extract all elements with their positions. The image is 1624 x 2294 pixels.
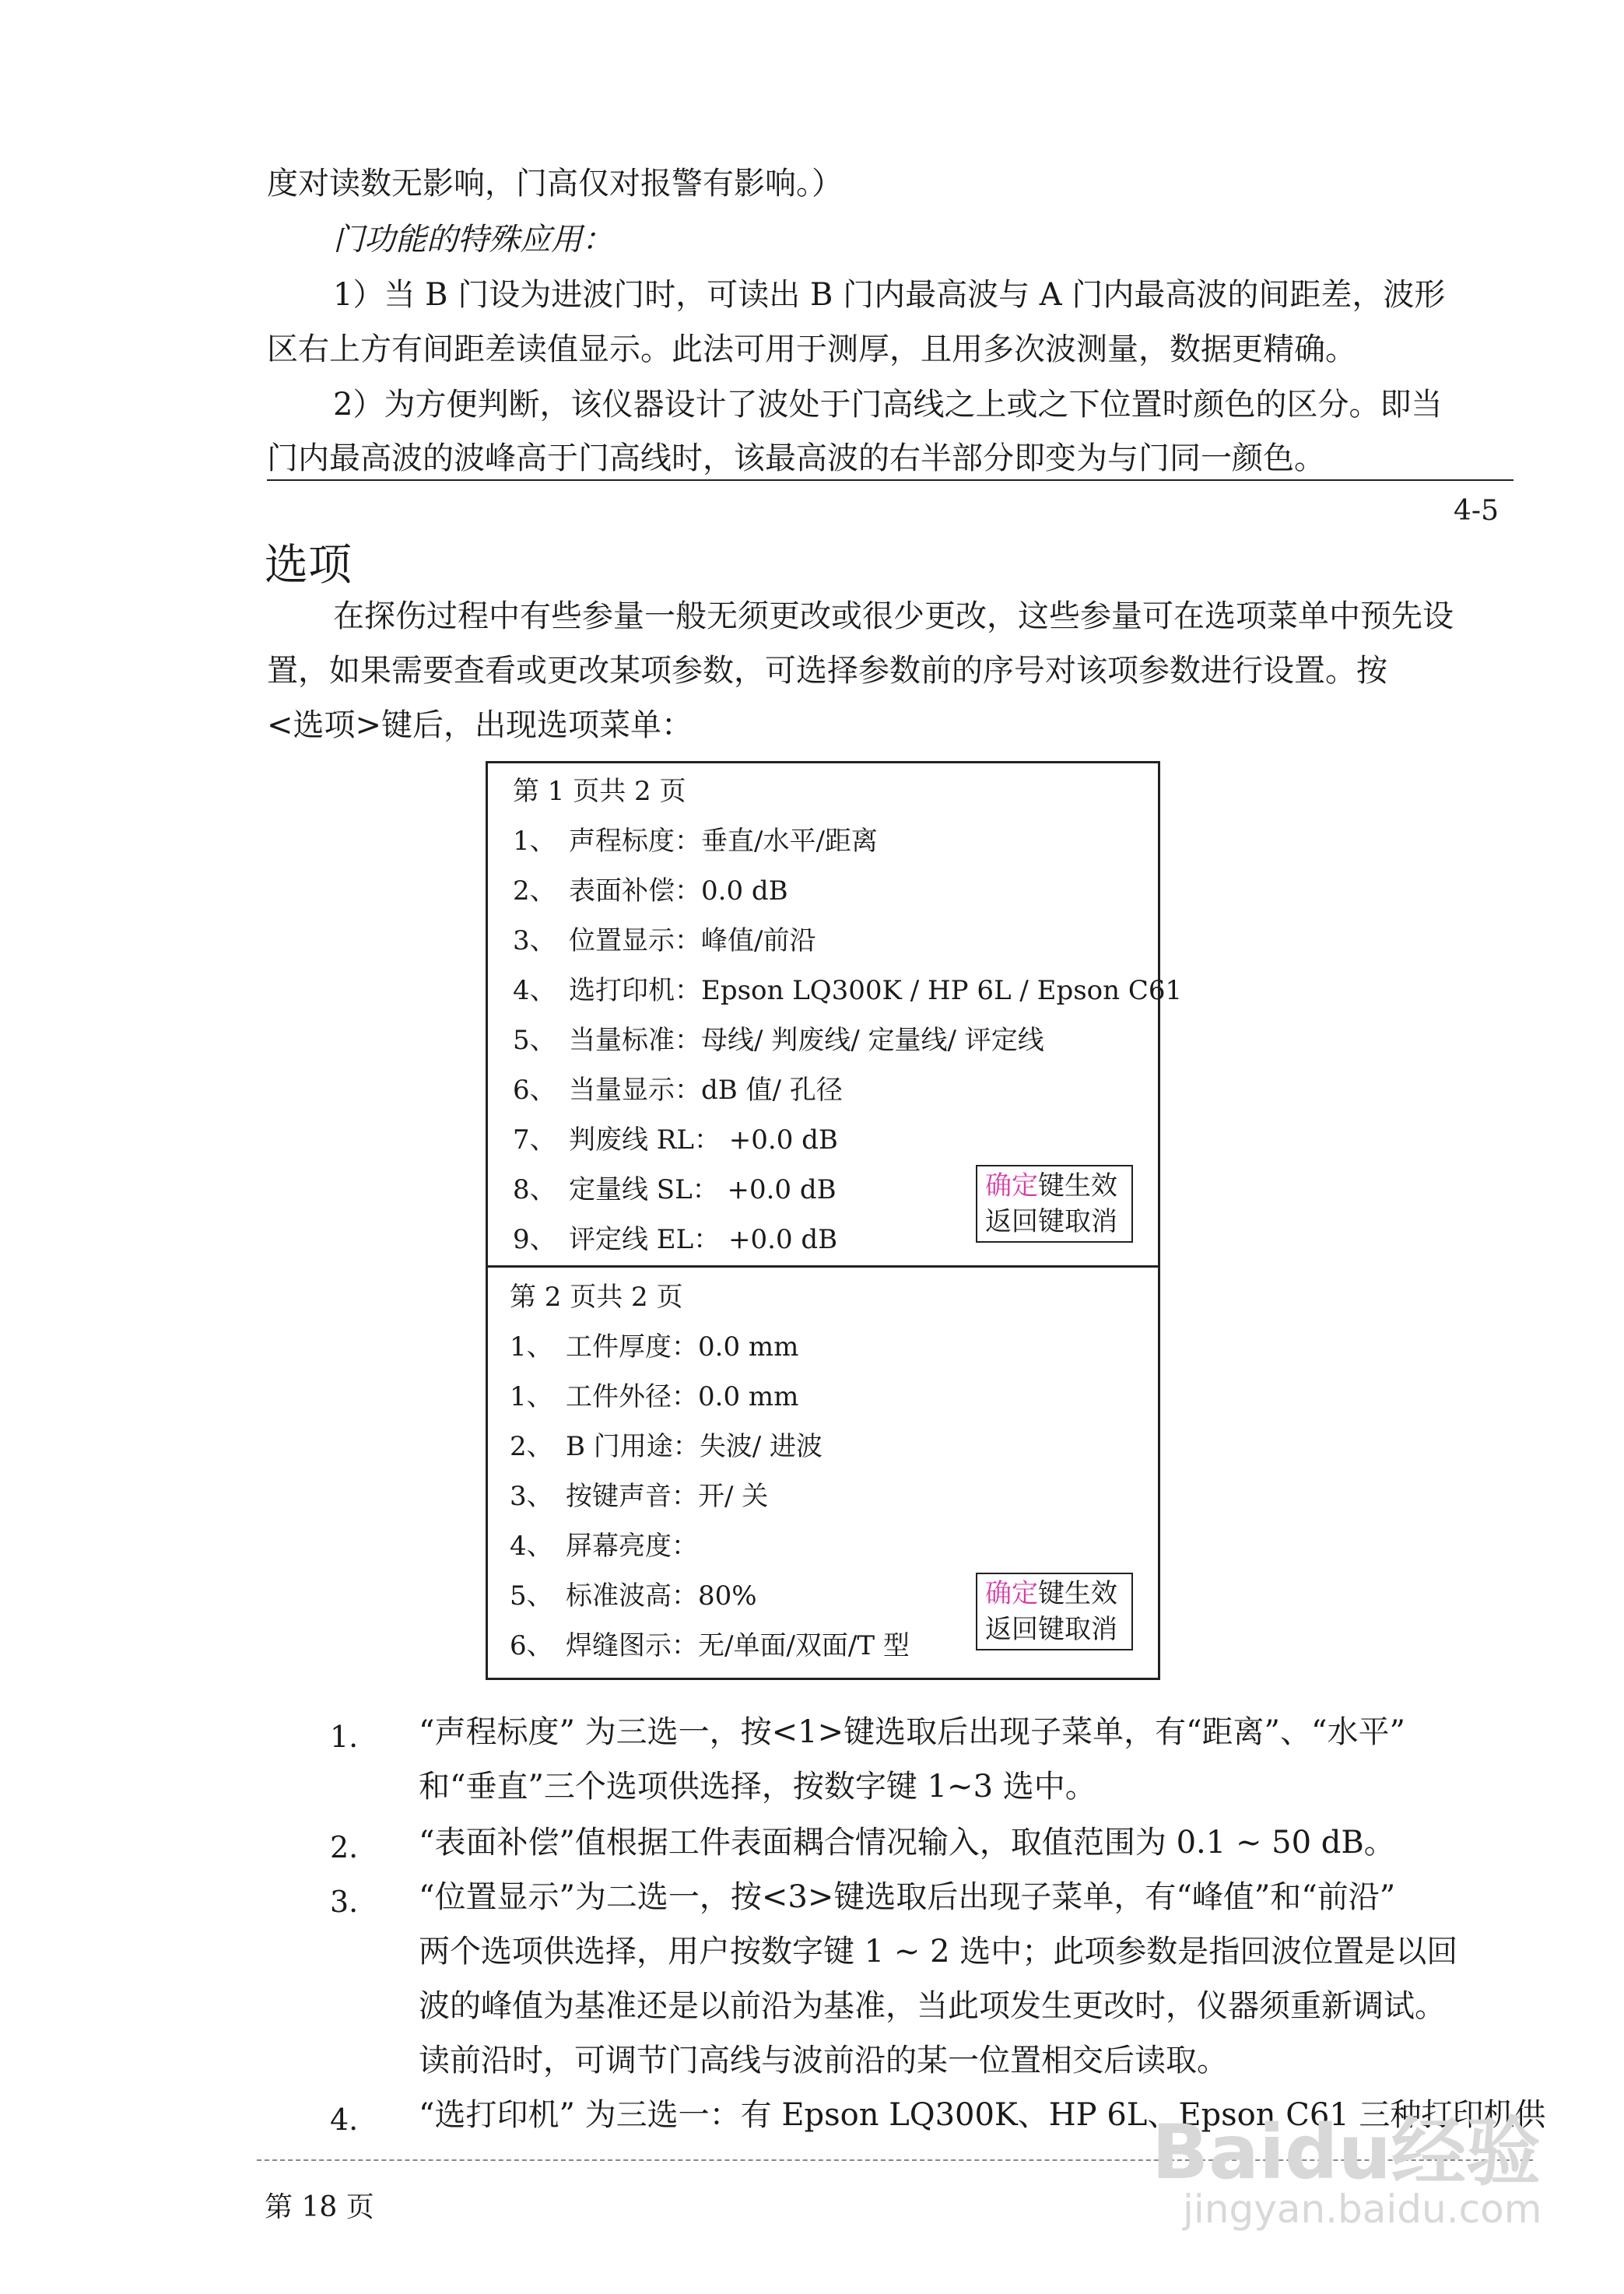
confirm-hint [985, 1576, 1124, 1612]
menu-item-number: 3、 [513, 925, 556, 956]
cancel-hint: 返回键取消 [985, 1206, 1117, 1237]
confirm-cancel-hint [976, 1165, 1133, 1243]
menu-item-number: 8、 [513, 1174, 556, 1205]
list-number: 4. [330, 2103, 359, 2137]
menu-item-text: 表面补偿：0.0 dB [569, 875, 788, 907]
menu-item-number: 4、 [510, 1531, 553, 1562]
list-text: “声程标度” 为三选一，按<1>键选取后出现子菜单，有“距离”、“水平” [419, 1714, 1405, 1750]
menu-item-number: 5、 [510, 1580, 553, 1612]
menu-page-title: 第 2 页共 2 页 [510, 1282, 683, 1313]
list-text: 两个选项供选择，用户按数字键 1 ~ 2 选中；此项参数是指回波位置是以回 [419, 1934, 1458, 1970]
list-number: 1. [330, 1720, 359, 1754]
options-menu-page-1 [486, 761, 1183, 1272]
menu-item-text: 位置显示：峰值/前沿 [569, 925, 816, 956]
confirm-cancel-hint [976, 1573, 1133, 1650]
page-number: 第 18 页 [265, 2191, 374, 2223]
menu-item-text: 屏幕亮度： [566, 1531, 698, 1562]
menu-item-number: 1、 [510, 1381, 553, 1412]
paragraph-line: 度对读数无影响，门高仅对报警有影响。） [267, 166, 843, 202]
paragraph-line: 区右上方有间距差读值显示。此法可用于测厚，且用多次波测量，数据更精确。 [267, 331, 1356, 367]
intro-line: 在探伤过程中有些参量一般无须更改或很少更改，这些参量可在选项菜单中预先设 [333, 598, 1454, 634]
paragraph-line: 门内最高波的波峰高于门高线时，该最高波的右半部分即变为与门同一颜色。 [267, 440, 1325, 476]
menu-item-text: 评定线 EL： +0.0 dB [569, 1224, 838, 1255]
list-text: “选打印机” 为三选一：有 Epson LQ300K、HP 6L、Epson C61 三种打印机供 [419, 2097, 1546, 2133]
list-text: 波的峰值为基准还是以前沿为基准，当此项发生更改时，仪器须重新调试。 [419, 1988, 1446, 2024]
confirm-hint-text: 键生效 [1038, 1170, 1117, 1201]
section-divider [267, 479, 1514, 481]
menu-item-number: 2、 [513, 875, 556, 907]
section-number: 4-5 [1454, 495, 1499, 527]
menu-item-number: 3、 [510, 1481, 553, 1512]
intro-line: 置，如果需要查看或更改某项参数，可选择参数前的序号对该项参数进行设置。按 [267, 653, 1387, 689]
options-menu-page-2 [486, 1265, 1160, 1680]
menu-item-number: 1、 [510, 1331, 553, 1363]
subsection-title: 门功能的特殊应用： [333, 222, 613, 258]
menu-item-text: 当量标准：母线/ 判废线/ 定量线/ 评定线 [569, 1025, 1044, 1056]
menu-item-number: 7、 [513, 1124, 556, 1156]
menu-item-text: 按键声音：开/ 关 [566, 1481, 769, 1512]
menu-item-text: 定量线 SL： +0.0 dB [569, 1174, 837, 1205]
paragraph-line: 2）为方便判断，该仪器设计了波处于门高线之上或之下位置时颜色的区分。即当 [333, 387, 1443, 423]
confirm-hint-text: 键生效 [1038, 1578, 1117, 1609]
list-text: 和“垂直”三个选项供选择，按数字键 1~3 选中。 [419, 1769, 1096, 1805]
menu-item-text: 工件外径：0.0 mm [566, 1381, 799, 1412]
confirm-hint [985, 1168, 1124, 1204]
menu-item-number: 6、 [510, 1630, 553, 1661]
menu-item-number: 2、 [510, 1431, 553, 1462]
watermark-brand: Baidu经验 [1152, 2109, 1541, 2196]
paragraph-line: 1）当 B 门设为进波门时，可读出 B 门内最高波与 A 门内最高波的间距差，波形 [333, 277, 1446, 313]
menu-item-number: 9、 [513, 1224, 556, 1255]
menu-item-text: 工件厚度：0.0 mm [566, 1331, 799, 1363]
menu-item-text: B 门用途：失波/ 进波 [566, 1431, 823, 1462]
menu-item-text: 声程标度：垂直/水平/距离 [569, 826, 878, 857]
menu-item-text: 焊缝图示：无/单面/双面/T 型 [566, 1630, 910, 1661]
menu-item-number: 5、 [513, 1025, 556, 1056]
menu-page-title: 第 1 页共 2 页 [513, 776, 686, 807]
menu-item-text: 判废线 RL： +0.0 dB [569, 1124, 838, 1156]
intro-line: <选项>键后，出现选项菜单： [267, 707, 693, 743]
menu-item-number: 4、 [513, 975, 556, 1006]
section-heading: 选项 [265, 540, 352, 591]
list-number: 3. [330, 1885, 359, 1919]
menu-item-text: 标准波高：80% [566, 1580, 757, 1612]
watermark-url: jingyan.baidu.com [1183, 2187, 1542, 2232]
list-text: “位置显示”为二选一，按<3>键选取后出现子菜单，有“峰值”和“前沿” [419, 1879, 1396, 1915]
menu-item-number: 6、 [513, 1075, 556, 1106]
list-text: 读前沿时，可调节门高线与波前沿的某一位置相交后读取。 [419, 2043, 1228, 2078]
cancel-hint: 返回键取消 [985, 1614, 1117, 1645]
list-number: 2. [330, 1830, 359, 1864]
menu-item-text: 选打印机：Epson LQ300K / HP 6L / Epson C61 [569, 975, 1183, 1006]
menu-item-number: 1、 [513, 826, 556, 857]
confirm-key-label: 确定 [985, 1578, 1038, 1609]
list-text: “表面补偿”值根据工件表面耦合情况输入，取值范围为 0.1 ~ 50 dB。 [419, 1825, 1395, 1861]
menu-item-text: 当量显示：dB 值/ 孔径 [569, 1075, 843, 1106]
confirm-key-label: 确定 [985, 1170, 1038, 1201]
